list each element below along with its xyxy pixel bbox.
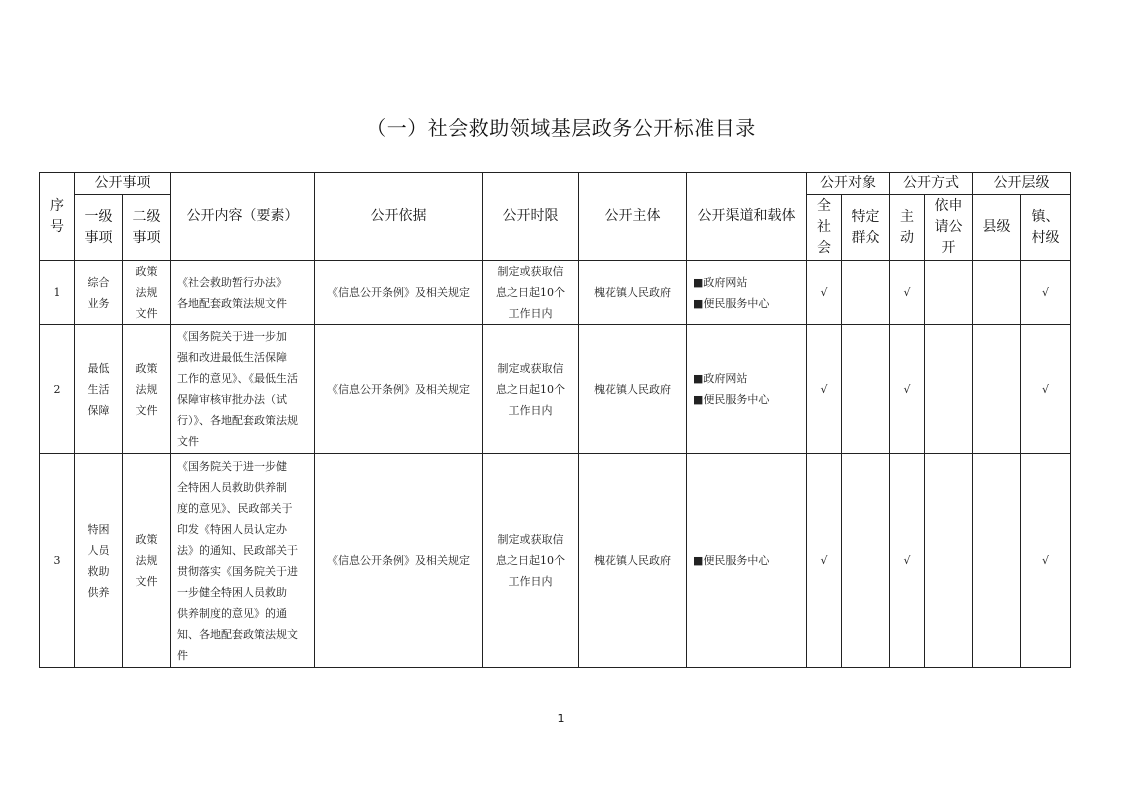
table-row (40, 261, 1071, 325)
cell-mode-request (925, 261, 973, 325)
table-row (40, 325, 1071, 454)
header-basis: 公开依据 (315, 173, 483, 261)
cell-target-specific (842, 454, 890, 668)
cell-target-all: √ (807, 325, 842, 454)
header-subject: 公开主体 (579, 173, 687, 261)
cell-mode-active: √ (890, 261, 925, 325)
cell-deadline: 制定或获取信 息之日起10个 工作日内 (483, 454, 579, 668)
cell-target-specific (842, 325, 890, 454)
cell-level-town: √ (1021, 261, 1071, 325)
cell-level-county (973, 325, 1021, 454)
cell-level2: 政策 法规 文件 (123, 261, 171, 325)
cell-level-town: √ (1021, 454, 1071, 668)
header-target-group: 公开对象 (807, 173, 890, 195)
cell-mode-active: √ (890, 454, 925, 668)
cell-level-town: √ (1021, 325, 1071, 454)
header-level-town: 镇、 村级 (1021, 195, 1071, 261)
header-channel: 公开渠道和载体 (687, 173, 807, 261)
cell-channel: ■便民服务中心 (687, 454, 807, 668)
page-number: 1 (557, 712, 565, 725)
cell-seq: 2 (40, 325, 75, 454)
cell-basis: 《信息公开条例》及相关规定 (315, 261, 483, 325)
cell-mode-request (925, 325, 973, 454)
header-mode-group: 公开方式 (890, 173, 973, 195)
cell-target-specific (842, 261, 890, 325)
cell-level-county (973, 261, 1021, 325)
cell-channel: ■政府网站 ■便民服务中心 (687, 261, 807, 325)
header-level2: 二级 事项 (123, 195, 171, 261)
cell-target-all: √ (807, 261, 842, 325)
header-mode-request: 依申 请公 开 (925, 195, 973, 261)
cell-seq: 3 (40, 454, 75, 668)
catalog-table (39, 172, 1071, 668)
header-level1: 一级 事项 (75, 195, 123, 261)
cell-mode-active: √ (890, 325, 925, 454)
cell-level2: 政策 法规 文件 (123, 454, 171, 668)
cell-content: 《国务院关于进一步健 全特困人员救助供养制 度的意见》、民政部关于 印发《特困人员认定办 法》的通知、民政部关于 贯彻落实《国务院关于进 一步健全特困人员救助 供养制度的意见》的通 知、各地配套政策法规文 件 (171, 454, 315, 668)
cell-level1: 最低 生活 保障 (75, 325, 123, 454)
page-title: （一）社会救助领域基层政务公开标准目录 (366, 116, 756, 140)
cell-mode-request (925, 454, 973, 668)
cell-level2: 政策 法规 文件 (123, 325, 171, 454)
cell-level1: 综合 业务 (75, 261, 123, 325)
header-deadline: 公开时限 (483, 173, 579, 261)
table-row (40, 454, 1071, 668)
header-mode-active: 主 动 (890, 195, 925, 261)
cell-level1: 特困 人员 救助 供养 (75, 454, 123, 668)
cell-basis: 《信息公开条例》及相关规定 (315, 454, 483, 668)
header-items-group: 公开事项 (75, 173, 171, 195)
header-level-county: 县级 (973, 195, 1021, 261)
header-level-group: 公开层级 (973, 173, 1071, 195)
header-target-all: 全 社 会 (807, 195, 842, 261)
cell-channel: ■政府网站 ■便民服务中心 (687, 325, 807, 454)
cell-deadline: 制定或获取信 息之日起10个 工作日内 (483, 261, 579, 325)
header-seq: 序 号 (40, 173, 75, 261)
table-header (40, 173, 1071, 261)
cell-subject: 槐花镇人民政府 (579, 325, 687, 454)
cell-content: 《社会救助暂行办法》 各地配套政策法规文件 (171, 261, 315, 325)
cell-basis: 《信息公开条例》及相关规定 (315, 325, 483, 454)
cell-subject: 槐花镇人民政府 (579, 454, 687, 668)
cell-deadline: 制定或获取信 息之日起10个 工作日内 (483, 325, 579, 454)
cell-target-all: √ (807, 454, 842, 668)
cell-content: 《国务院关于进一步加 强和改进最低生活保障 工作的意见》、《最低生活 保障审核审批办法（试 行）》、各地配套政策法规 文件 (171, 325, 315, 454)
cell-seq: 1 (40, 261, 75, 325)
cell-subject: 槐花镇人民政府 (579, 261, 687, 325)
header-target-specific: 特定 群众 (842, 195, 890, 261)
cell-level-county (973, 454, 1021, 668)
header-content: 公开内容（要素） (171, 173, 315, 261)
